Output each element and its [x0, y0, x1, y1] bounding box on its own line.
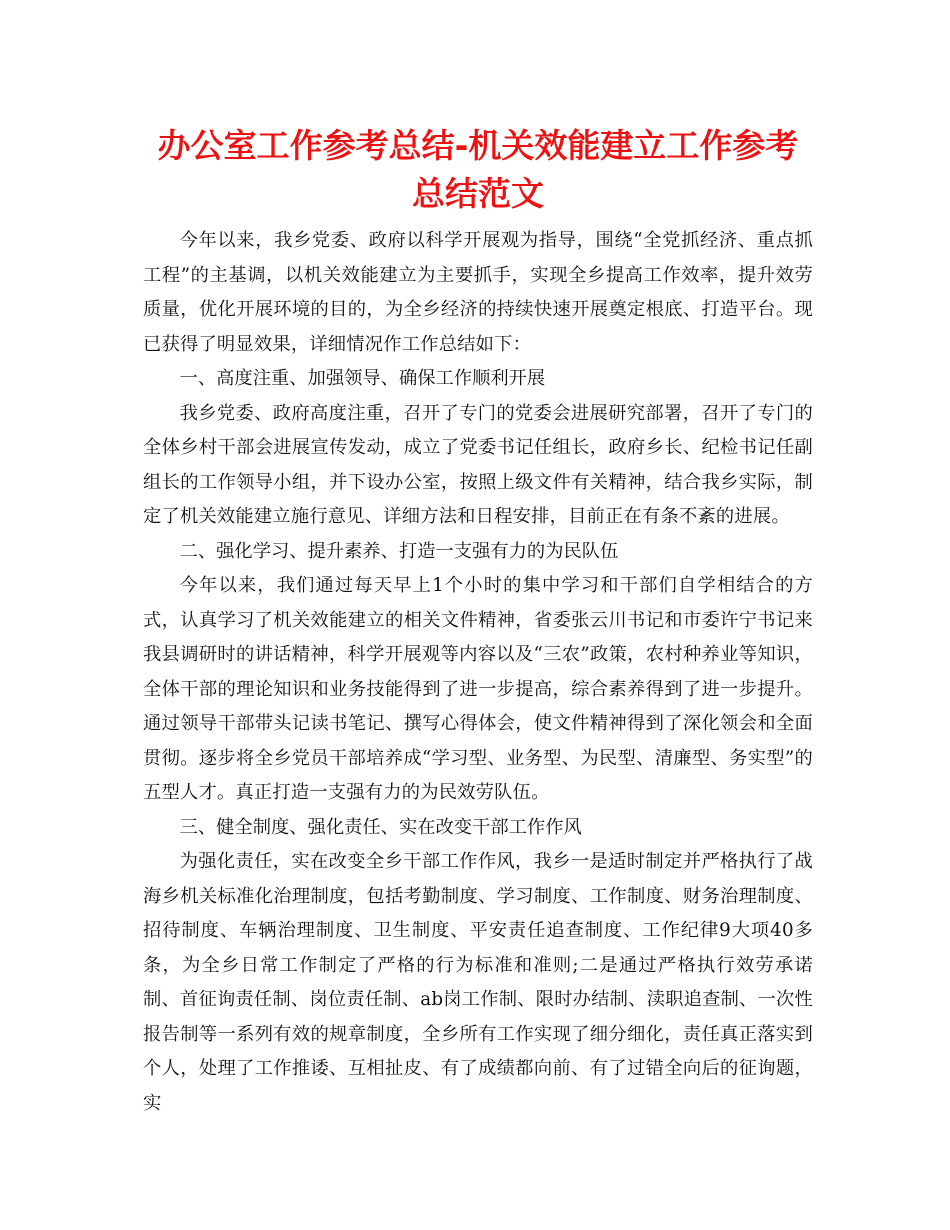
- document-body: [143, 224, 813, 1121]
- section-3-paragraph: 为强化责任，实在改变全乡干部工作作风，我乡一是适时制定并严格执行了战海乡机关标准化治理制度，包括考勤制度、学习制度、工作制度、财务治理制度、招待制度、车辆治理制度、卫生制度、平安责任追查制度、工作纪律9大项40多条，为全乡日常工作制定了严格的行为标准和准则;二是通过严格执行效劳承诺制、首征询责任制、岗位责任制、ab岗工作制、限时办结制、渎职追查制、一次性报告制等一系列有效的规章制度，全乡所有工作实现了细分细化，责任真正落实到个人，处理了工作推诿、互相扯皮、有了成绩都向前、有了过错全向后的征询题，实: [143, 851, 813, 1114]
- section-1-paragraph: 我乡党委、政府高度注重，召开了专门的党委会进展研究部署，召开了专门的全体乡村干部会进展宣传发动，成立了党委书记任组长，政府乡长、纪检书记任副组长的工作领导小组，并下设办公室，按照上级文件有关精神，结合我乡实际，制定了机关效能建立施行意见、详细方法和日程安排，目前正在有条不紊的进展。: [143, 402, 813, 527]
- section-2-paragraph: 今年以来，我们通过每天早上1个小时的集中学习和干部们自学相结合的方式，认真学习了机关效能建立的相关文件精神，省委张云川书记和市委许宁书记来我县调研时的讲话精神，科学开展观等内容以及“三农”政策，农村种养业等知识，全体干部的理论知识和业务技能得到了进一步提高，综合素养得到了进一步提升。通过领导干部带头记读书笔记、撰写心得体会，使文件精神得到了深化领会和全面贯彻。逐步将全乡党员干部培养成“学习型、业务型、为民型、清廉型、务实型”的五型人才。真正打造一支强有力的为民效劳队伍。: [143, 575, 813, 803]
- section-heading-1: 一、高度注重、加强领导、确保工作顺利开展: [179, 368, 546, 389]
- section-heading-3: 三、健全制度、强化责任、实在改变干部工作作风: [179, 816, 582, 838]
- section-heading-2: 二、强化学习、提升素养、打造一支强有力的为民队伍: [179, 540, 619, 562]
- intro-paragraph: 今年以来，我乡党委、政府以科学开展观为指导，围绕“全党抓经济、重点抓工程”的主基调，以机关效能建立为主要抓手，实现全乡提高工作效率，提升效劳质量，优化开展环境的目的，为全乡经济的持续快速开展奠定根底、打造平台。现已获得了明显效果，详细情况作工作总结如下：: [143, 230, 813, 355]
- document-title: 办公室工作参考总结-机关效能建立工作参考总结范文: [157, 126, 799, 213]
- document-page: [143, 122, 813, 1121]
